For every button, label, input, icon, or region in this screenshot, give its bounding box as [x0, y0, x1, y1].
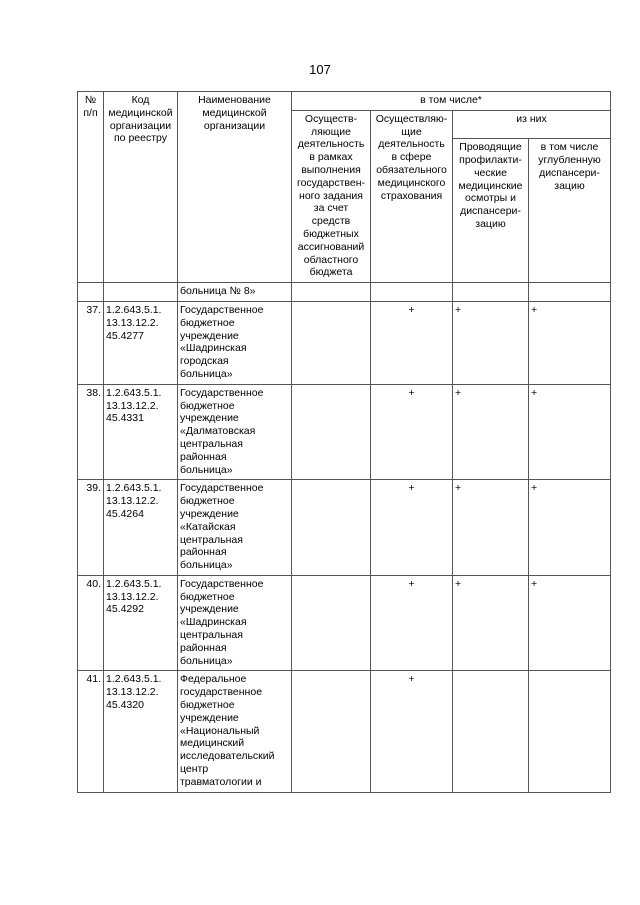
cell-oms: +	[371, 671, 453, 792]
cell-regional-budget	[292, 384, 371, 480]
cell-regional-budget	[292, 480, 371, 576]
header-in-depth: в том числе углубленную диспансери- зацию	[529, 139, 611, 283]
table-row-continuation	[78, 283, 611, 302]
cell-oms: +	[371, 384, 453, 480]
cell-num: 39.	[78, 480, 104, 576]
cell-name: Государственное бюджетное учреждение «Шадринская центральная районная больница»	[178, 575, 292, 671]
cell-regional-budget	[292, 575, 371, 671]
header-preventive: Проводящие профилакти- ческие медицинские осмотры и диспансери- зацию	[453, 139, 529, 283]
cell-in-depth: +	[529, 480, 611, 576]
header-num: № п/п	[78, 92, 104, 283]
header-oms: Осуществляю- щие деятельность в сфере обязательного медицинского страхования	[371, 110, 453, 282]
cell-oms: +	[371, 301, 453, 384]
cell-regional-budget	[292, 301, 371, 384]
cell-in-depth: +	[529, 301, 611, 384]
cell-num: 41.	[78, 671, 104, 792]
cell-name: Федеральное государственное бюджетное учреждение «Национальный медицинский исследовательский центр травматологии и	[178, 671, 292, 792]
cell-regional-budget	[292, 283, 371, 302]
cell-code: 1.2.643.5.1. 13.13.12.2. 45.4292	[104, 575, 178, 671]
cell-preventive	[453, 283, 529, 302]
table-row	[78, 301, 611, 384]
cell-num: 38.	[78, 384, 104, 480]
registry-table	[77, 91, 611, 793]
table-row	[78, 384, 611, 480]
header-code: Код медицинской организации по реестру	[104, 92, 178, 283]
cell-oms: +	[371, 575, 453, 671]
cell-in-depth	[529, 283, 611, 302]
cell-num: 37.	[78, 301, 104, 384]
cell-name: Государственное бюджетное учреждение «Далматовская центральная районная больница»	[178, 384, 292, 480]
cell-code	[104, 283, 178, 302]
cell-code: 1.2.643.5.1. 13.13.12.2. 45.4264	[104, 480, 178, 576]
header-including: в том числе*	[292, 92, 611, 111]
cell-preventive: +	[453, 575, 529, 671]
cell-code: 1.2.643.5.1. 13.13.12.2. 45.4277	[104, 301, 178, 384]
table-row	[78, 671, 611, 792]
cell-preventive: +	[453, 301, 529, 384]
cell-in-depth: +	[529, 575, 611, 671]
cell-code: 1.2.643.5.1. 13.13.12.2. 45.4320	[104, 671, 178, 792]
cell-num	[78, 283, 104, 302]
page-number: 107	[309, 62, 331, 77]
cell-name: Государственное бюджетное учреждение «Катайская центральная районная больница»	[178, 480, 292, 576]
cell-name: Государственное бюджетное учреждение «Шадринская городская больница»	[178, 301, 292, 384]
cell-oms: +	[371, 480, 453, 576]
cell-in-depth	[529, 671, 611, 792]
cell-in-depth: +	[529, 384, 611, 480]
table-row	[78, 575, 611, 671]
cell-code: 1.2.643.5.1. 13.13.12.2. 45.4331	[104, 384, 178, 480]
cell-preventive: +	[453, 480, 529, 576]
table-header	[78, 92, 611, 283]
header-regional-budget: Осуществ- ляющие деятельность в рамках выполнения государствен- ного задания за счет средств бюджетных ассигнований областного бюджета	[292, 110, 371, 282]
table-row	[78, 480, 611, 576]
cell-preventive	[453, 671, 529, 792]
cell-num: 40.	[78, 575, 104, 671]
cell-preventive: +	[453, 384, 529, 480]
header-name: Наименование медицинской организации	[178, 92, 292, 283]
cell-regional-budget	[292, 671, 371, 792]
cell-name: больница № 8»	[178, 283, 292, 302]
header-of-them: из них	[453, 110, 611, 138]
cell-oms	[371, 283, 453, 302]
